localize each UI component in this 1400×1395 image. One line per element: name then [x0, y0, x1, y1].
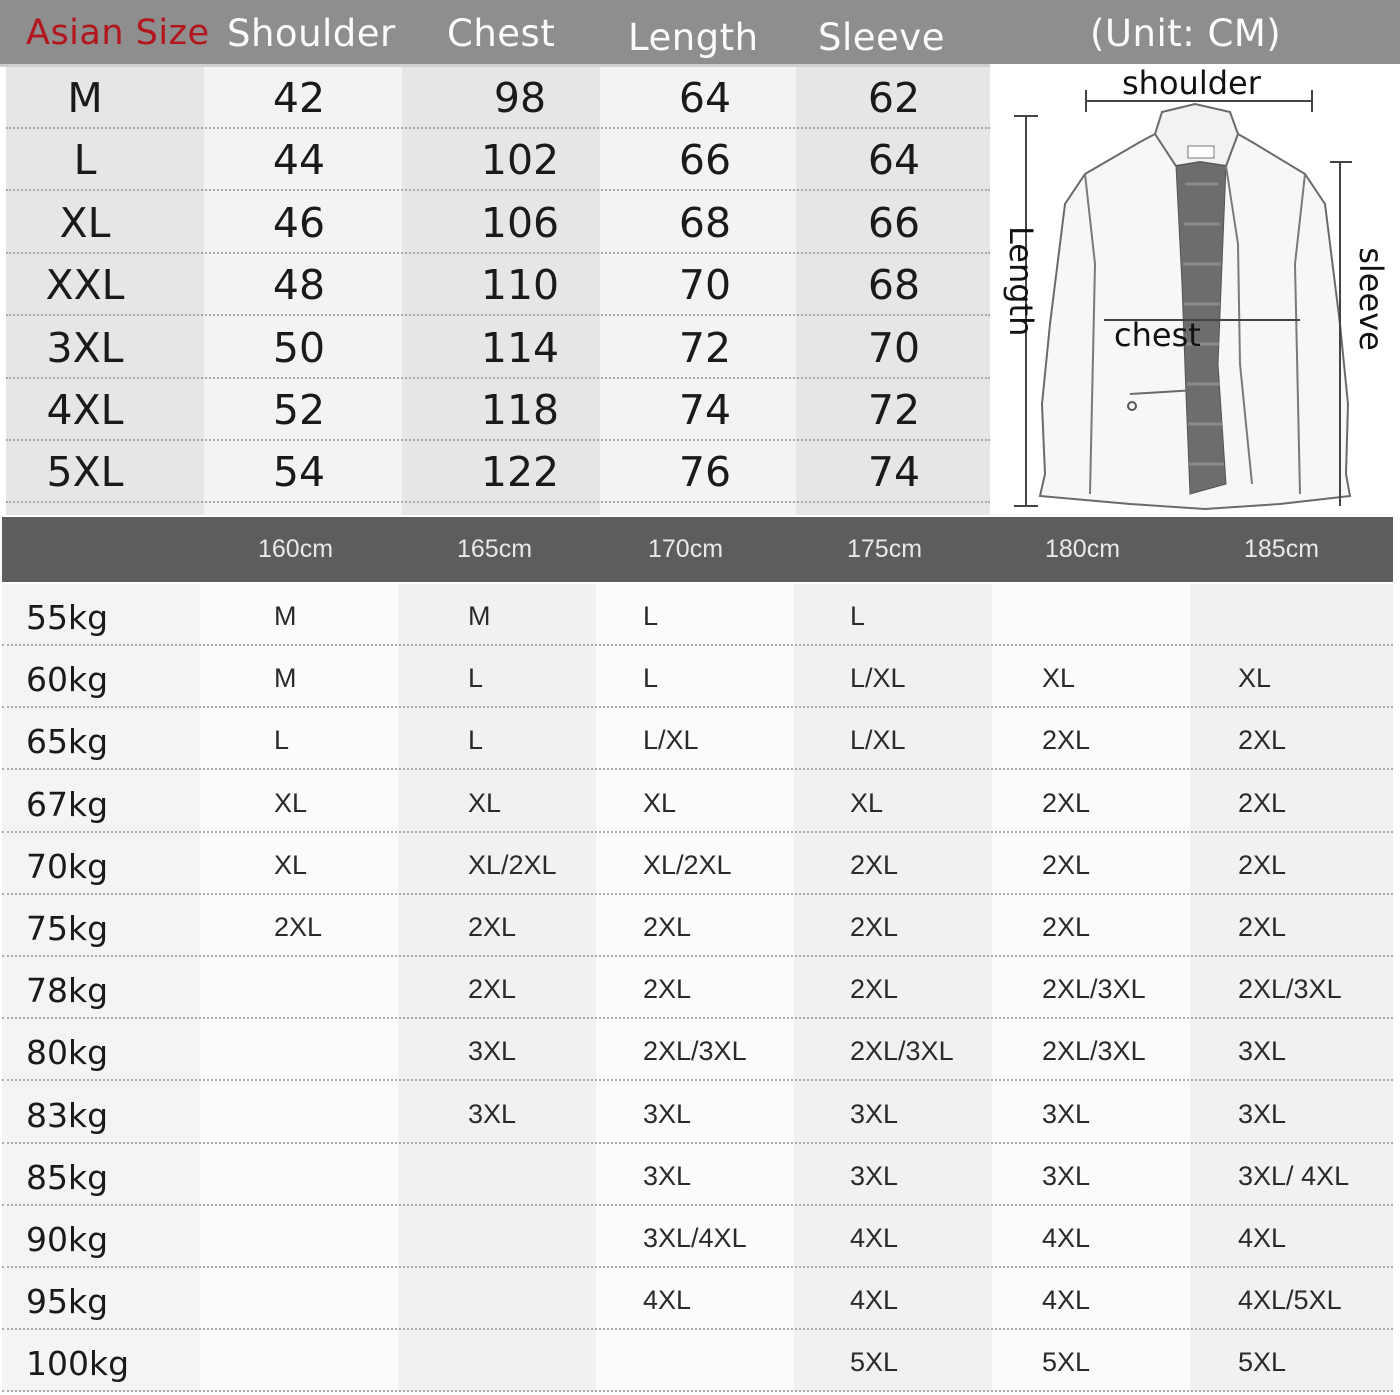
recommended-size: 3XL [643, 1160, 692, 1191]
weight-label: 55kg [26, 598, 109, 637]
diagram-label-chest: chest [1114, 316, 1201, 354]
recommended-size: 2XL [1042, 725, 1091, 756]
size-cell-length: 70 [678, 261, 732, 310]
size-cell-size: 3XL [46, 323, 124, 372]
recommendation-row [2, 895, 1393, 957]
recommendation-row [2, 957, 1393, 1019]
recommended-size: XL/2XL [468, 849, 557, 880]
size-row [6, 379, 990, 441]
recommended-size: 4XL [850, 1285, 899, 1316]
recommended-size: XL [643, 787, 677, 818]
recommended-size: M [274, 601, 297, 631]
header-shoulder: Shoulder [227, 12, 396, 55]
recommended-size: L/XL [850, 663, 906, 694]
size-cell-sleeve: 70 [867, 323, 921, 372]
recommended-size: 4XL [643, 1285, 692, 1316]
recommendation-row [2, 584, 1393, 646]
weight-label: 65kg [26, 722, 109, 762]
recommended-size: 2XL [1238, 912, 1287, 942]
size-cell-sleeve: 72 [867, 386, 921, 434]
recommended-size: 2XL [850, 849, 899, 880]
header-asian-size: Asian Size [26, 13, 210, 53]
weight-label: 85kg [26, 1157, 109, 1197]
size-cell-sleeve: 74 [867, 448, 921, 497]
weight-label: 70kg [26, 846, 109, 886]
recommended-size: 3XL [468, 1036, 517, 1067]
size-cell-chest: 98 [493, 74, 547, 122]
size-cell-size: XXL [45, 261, 125, 310]
recommended-size: 3XL [850, 1098, 899, 1129]
recommended-size: 2XL [468, 974, 517, 1005]
header-unit: (Unit: CM) [1090, 12, 1282, 55]
height-header [2, 517, 1393, 582]
recommended-size: 3XL/ 4XL [1238, 1160, 1350, 1191]
recommendation-row [2, 1082, 1393, 1144]
height-label: 180cm [1045, 535, 1121, 563]
recommended-size: L [468, 725, 484, 756]
recommended-size: 2XL/3XL [850, 1036, 954, 1067]
recommended-size: L [274, 725, 290, 756]
recommended-size: 2XL/3XL [1042, 974, 1146, 1005]
recommended-size: L [643, 663, 659, 694]
recommendation-row [2, 833, 1393, 895]
size-cell-chest: 122 [480, 448, 560, 497]
size-row [6, 129, 990, 191]
size-measurement-table [6, 67, 990, 515]
height-label: 170cm [648, 535, 724, 563]
recommended-size: L/XL [643, 725, 699, 756]
recommended-size: 4XL/5XL [1238, 1285, 1342, 1316]
recommended-size: 2XL/3XL [643, 1036, 747, 1067]
recommended-size: 2XL [850, 912, 899, 942]
recommended-size: 5XL [1042, 1347, 1091, 1378]
size-cell-chest: 106 [480, 198, 560, 247]
size-row [6, 254, 990, 316]
recommended-size: XL [274, 849, 308, 880]
size-cell-shoulder: 42 [272, 74, 326, 122]
header-chest: Chest [447, 12, 556, 55]
recommendation-row [2, 1206, 1393, 1268]
recommended-size: 4XL [1042, 1223, 1091, 1253]
size-cell-length: 74 [678, 386, 732, 434]
size-cell-length: 72 [678, 323, 732, 372]
recommended-size: M [468, 601, 491, 631]
header-sleeve: Sleeve [818, 16, 945, 59]
recommended-size: 3XL [1238, 1036, 1287, 1067]
size-cell-shoulder: 54 [272, 448, 326, 497]
recommended-size: XL [1042, 663, 1076, 694]
size-cell-length: 66 [678, 136, 732, 185]
recommended-size: 2XL [643, 912, 692, 942]
recommendation-row [2, 771, 1393, 833]
recommendation-row [2, 1144, 1393, 1206]
size-cell-chest: 110 [480, 261, 560, 310]
size-cell-length: 68 [678, 198, 732, 247]
recommended-size: XL [468, 787, 502, 818]
recommended-size: XL [1238, 663, 1272, 694]
recommended-size: 4XL [1042, 1285, 1091, 1316]
recommended-size: 2XL [274, 912, 323, 942]
recommended-size: 2XL/3XL [1042, 1036, 1146, 1067]
size-cell-chest: 118 [480, 386, 560, 434]
recommended-size: 2XL [1042, 787, 1091, 818]
recommendation-row [2, 1268, 1393, 1330]
diagram-label-sleeve: sleeve [1352, 247, 1390, 351]
size-cell-length: 76 [678, 448, 732, 497]
recommendation-row [2, 646, 1393, 708]
diagram-label-shoulder: shoulder [1122, 64, 1261, 102]
size-recommendation-table [2, 584, 1393, 1392]
recommended-size: 2XL [1042, 912, 1091, 942]
recommended-size: XL [274, 787, 308, 818]
row-divider [6, 501, 990, 503]
recommended-size: 3XL [643, 1098, 692, 1129]
recommended-size: 2XL [1042, 849, 1091, 880]
recommended-size: 5XL [850, 1347, 899, 1378]
weight-label: 78kg [26, 971, 109, 1011]
size-cell-size: 5XL [46, 448, 124, 497]
recommended-size: 2XL [468, 912, 517, 942]
size-cell-shoulder: 48 [272, 261, 326, 310]
recommendation-row [2, 1330, 1393, 1392]
row-divider [2, 1390, 1393, 1392]
recommended-size: XL/2XL [643, 849, 732, 880]
recommendation-row [2, 708, 1393, 770]
recommended-size: M [274, 663, 297, 694]
size-cell-size: 4XL [46, 386, 124, 434]
weight-label: 83kg [26, 1095, 109, 1135]
recommended-size: 4XL [850, 1223, 899, 1253]
height-label: 185cm [1244, 535, 1320, 563]
recommended-size: 3XL [468, 1098, 517, 1129]
size-cell-sleeve: 64 [867, 136, 921, 185]
jacket-diagram [990, 64, 1400, 516]
size-cell-size: L [73, 136, 97, 185]
recommended-size: 2XL [1238, 725, 1287, 756]
recommended-size: 2XL/3XL [1238, 974, 1342, 1005]
header-length: Length [628, 16, 759, 59]
size-cell-size: M [67, 74, 103, 122]
size-cell-shoulder: 44 [272, 136, 326, 185]
size-chart-header [0, 0, 1400, 64]
size-row [6, 317, 990, 379]
recommended-size: L [468, 663, 484, 694]
weight-label: 100kg [26, 1344, 130, 1384]
recommended-size: 5XL [1238, 1347, 1287, 1378]
recommended-size: 2XL [850, 974, 899, 1005]
size-cell-shoulder: 50 [272, 323, 326, 372]
size-row [6, 67, 990, 129]
size-row [6, 192, 990, 254]
size-cell-chest: 102 [480, 136, 560, 185]
recommended-size: L [850, 601, 866, 631]
height-label: 165cm [457, 535, 533, 563]
weight-label: 80kg [26, 1033, 109, 1073]
size-row [6, 441, 990, 503]
recommended-size: 3XL [1238, 1098, 1287, 1129]
recommended-size: 3XL/4XL [643, 1223, 747, 1253]
recommended-size: 2XL [1238, 849, 1287, 880]
recommended-size: 3XL [1042, 1160, 1091, 1191]
size-cell-size: XL [59, 198, 111, 247]
size-cell-shoulder: 46 [272, 198, 326, 247]
size-cell-shoulder: 52 [272, 386, 326, 434]
size-cell-chest: 114 [480, 323, 560, 372]
recommendation-row [2, 1019, 1393, 1081]
jacket-icon [990, 64, 1400, 516]
recommended-size: XL [850, 787, 884, 818]
recommended-size: L/XL [850, 725, 906, 756]
height-label: 175cm [847, 535, 923, 563]
weight-label: 95kg [26, 1282, 109, 1322]
recommended-size: 3XL [1042, 1098, 1091, 1129]
weight-label: 75kg [26, 909, 109, 948]
diagram-label-length: Length [1002, 226, 1040, 337]
recommended-size: 4XL [1238, 1223, 1287, 1253]
size-cell-sleeve: 62 [867, 74, 921, 122]
recommended-size: 3XL [850, 1160, 899, 1191]
recommended-size: L [643, 601, 659, 631]
weight-label: 67kg [26, 784, 109, 824]
height-label: 160cm [258, 535, 334, 563]
size-cell-sleeve: 68 [867, 261, 921, 310]
recommended-size: 2XL [643, 974, 692, 1005]
size-cell-length: 64 [678, 74, 732, 122]
size-cell-sleeve: 66 [867, 198, 921, 247]
recommended-size: 2XL [1238, 787, 1287, 818]
weight-label: 60kg [26, 660, 109, 700]
weight-label: 90kg [26, 1220, 109, 1259]
